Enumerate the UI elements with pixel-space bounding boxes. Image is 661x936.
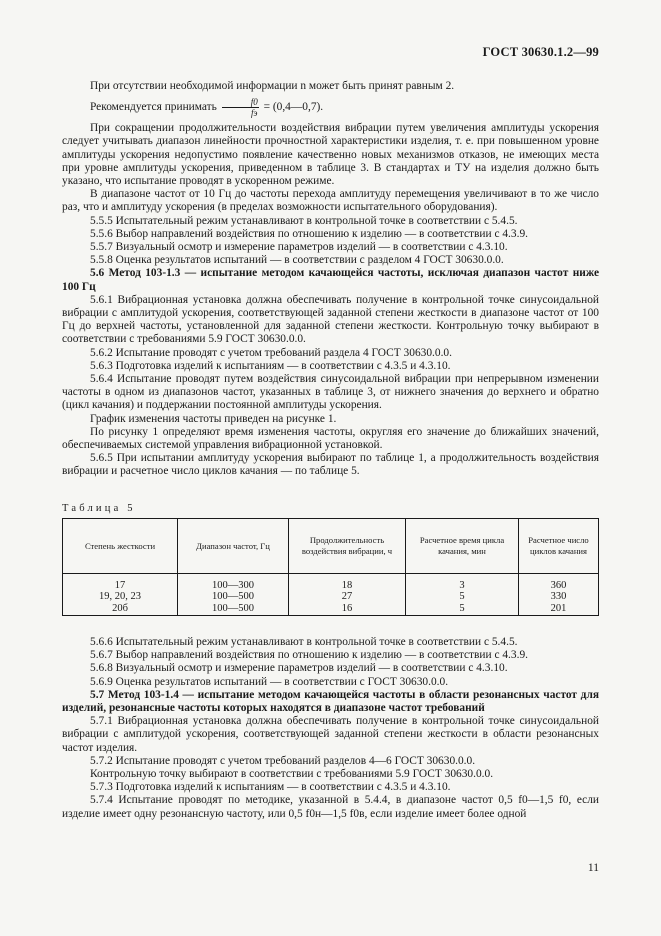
document-header: ГОСТ 30630.1.2—99: [482, 45, 599, 59]
paragraph: При сокращении продолжительности воздействия вибрации путем увеличения амплитуды ускорения следует учитывать диапазон линейности прочностной характеристики изделия, т. е. при повышенном уровне амплитуды ускорения недопустимо появление качественно новых механизмов отказов, не имеющих места при уровне амплитуды ускорения, приведенном в таблице 3. В стандартах и ТУ на изделия должно быть указано, что испытание проводят в ускоренном режиме.: [62, 122, 599, 188]
table-row: [63, 574, 599, 592]
table-cell: 16: [289, 603, 406, 616]
section-heading: 5.7 Метод 103-1.4 — испытание методом качающейся частоты в области резонансных частот для изделий, резонансные частоты которых находятся в диапазоне частот требований: [62, 688, 599, 715]
paragraph: 5.7.4 Испытание проводят по методике, указанной в 5.4.4, в диапазоне частот 0,5 f0—1,5 f0, если изделие имеет одну резонансную частоту, или 0,5 f0н—1,5 f0в, если изделие имеет более одной: [62, 794, 599, 820]
table-cell: 3: [406, 574, 519, 592]
table-cell: 330: [519, 591, 599, 602]
table-cell: 17: [63, 574, 178, 592]
paragraph: 5.6.4 Испытание проводят путем воздействия синусоидальной вибрации при непрерывном изменении частоты в одном из диапазонов частот, указанных в таблице 3, от нижнего значения до верхнего и обратно (цикл качания) и поддержании постоянной амплитуды ускорения.: [62, 373, 599, 412]
paragraph: 5.6.5 При испытании амплитуду ускорения выбирают по таблице 1, а продолжительность воздействия вибрации и расчетное число циклов качания — по таблице 5.: [62, 452, 599, 478]
table-cell: 5: [406, 603, 519, 616]
paragraph: По рисунку 1 определяют время изменения частоты, округляя его значение до ближайших значений, обеспечиваемых системой управления вибрационной установкой.: [62, 425, 599, 452]
paragraph: 5.5.5 Испытательный режим устанавливают в контрольной точке в соответствии с 5.4.5.: [90, 214, 518, 227]
column-header: Диапазон частот, Гц: [178, 519, 289, 574]
page-number: 11: [587, 862, 599, 874]
table-cell: 360: [519, 574, 599, 592]
fraction-denominator: fэ: [250, 108, 258, 119]
column-header: Расчетное число циклов качания: [519, 519, 599, 574]
table-row: [63, 603, 599, 616]
formula-tail: = (0,4—0,7).: [263, 101, 324, 114]
table-cell: 100—500: [178, 603, 289, 616]
paragraph: 5.6.1 Вибрационная установка должна обеспечивать получение в контрольной точке синусоидальной вибрации с амплитудой ускорения, соответствующей заданной степени жесткости в диапазоне частот от 100 Гц до верхней частоты, установленной для заданной степени жесткости. Контрольную точку выбирают в соответствии с требованиями 5.9 ГОСТ 30630.0.0.: [62, 293, 599, 346]
table-cell: 19, 20, 23: [63, 591, 178, 602]
table-cell: 201: [519, 603, 599, 616]
column-header: Расчетное время цикла качания, мин: [406, 519, 519, 574]
table-5: [62, 518, 599, 616]
paragraph: 5.5.7 Визуальный осмотр и измерение параметров изделий — в соответствии с 4.3.10.: [90, 241, 508, 254]
table-row: [63, 591, 599, 602]
paragraph: В диапазоне частот от 10 Гц до частоты перехода амплитуду перемещения увеличивают в то же число раз, что и амплитуду ускорения (в пределах возможности испытательного оборудования).: [62, 188, 599, 214]
paragraph: 5.6.9 Оценка результатов испытаний — в соответствии с ГОСТ 30630.0.0.: [90, 675, 449, 688]
paragraph: 5.6.3 Подготовка изделий к испытаниям — в соответствии с 4.3.5 и 4.3.10.: [90, 359, 451, 372]
table-cell: 20б: [63, 603, 178, 616]
table-cell: 27: [289, 591, 406, 602]
paragraph: График изменения частоты приведен на рисунке 1.: [90, 412, 337, 425]
paragraph: При отсутствии необходимой информации n может быть принят равным 2.: [90, 80, 455, 92]
paragraph: 5.7.3 Подготовка изделий к испытаниям — в соответствии с 4.3.5 и 4.3.10.: [90, 781, 451, 794]
section-heading: 5.6 Метод 103-1.3 — испытание методом качающейся частоты, исключая диапазон частот ниже 100 Гц: [62, 267, 599, 293]
table-cell: 18: [289, 574, 406, 592]
table-caption: Таблица 5: [62, 503, 136, 514]
column-header: Степень жесткости: [63, 519, 178, 574]
paragraph: 5.7.2 Испытание проводят с учетом требований разделов 4—6 ГОСТ 30630.0.0.: [90, 754, 476, 767]
body-text-top: [62, 80, 599, 479]
paragraph: 5.6.7 Выбор направлений воздействия по отношению к изделию — в соответствии с 4.3.9.: [90, 649, 528, 662]
body-text-bottom: [62, 636, 599, 821]
paragraph: Контрольную точку выбирают в соответствии с требованиями 5.9 ГОСТ 30630.0.0.: [90, 768, 494, 781]
table-cell: 5: [406, 591, 519, 602]
paragraph: 5.6.8 Визуальный осмотр и измерение параметров изделий — в соответствии с 4.3.10.: [90, 662, 508, 675]
fraction: [222, 97, 259, 118]
paragraph: 5.6.6 Испытательный режим устанавливают в контрольной точке в соответствии с 5.4.5.: [90, 636, 518, 648]
table-header-row: [63, 519, 599, 574]
column-header: Продолжительность воздействия вибрации, ч: [289, 519, 406, 574]
table-cell: 100—300: [178, 574, 289, 592]
paragraph: 5.7.1 Вибрационная установка должна обеспечивать получение в контрольной точке синусоидальной вибрации с амплитудой ускорения, соответствующей заданной степени жесткости в области резонансных частот изделия.: [62, 715, 599, 754]
fraction-numerator: f0: [222, 97, 259, 108]
formula-paragraph: [62, 97, 599, 118]
paragraph: 5.5.8 Оценка результатов испытаний — в соответствии с разделом 4 ГОСТ 30630.0.0.: [90, 254, 504, 267]
table-cell: 100—500: [178, 591, 289, 602]
paragraph: 5.5.6 Выбор направлений воздействия по отношению к изделию — в соответствии с 4.3.9.: [90, 227, 528, 240]
formula-lead: Рекомендуется принимать: [90, 101, 217, 114]
paragraph: 5.6.2 Испытание проводят с учетом требований раздела 4 ГОСТ 30630.0.0.: [90, 346, 452, 359]
